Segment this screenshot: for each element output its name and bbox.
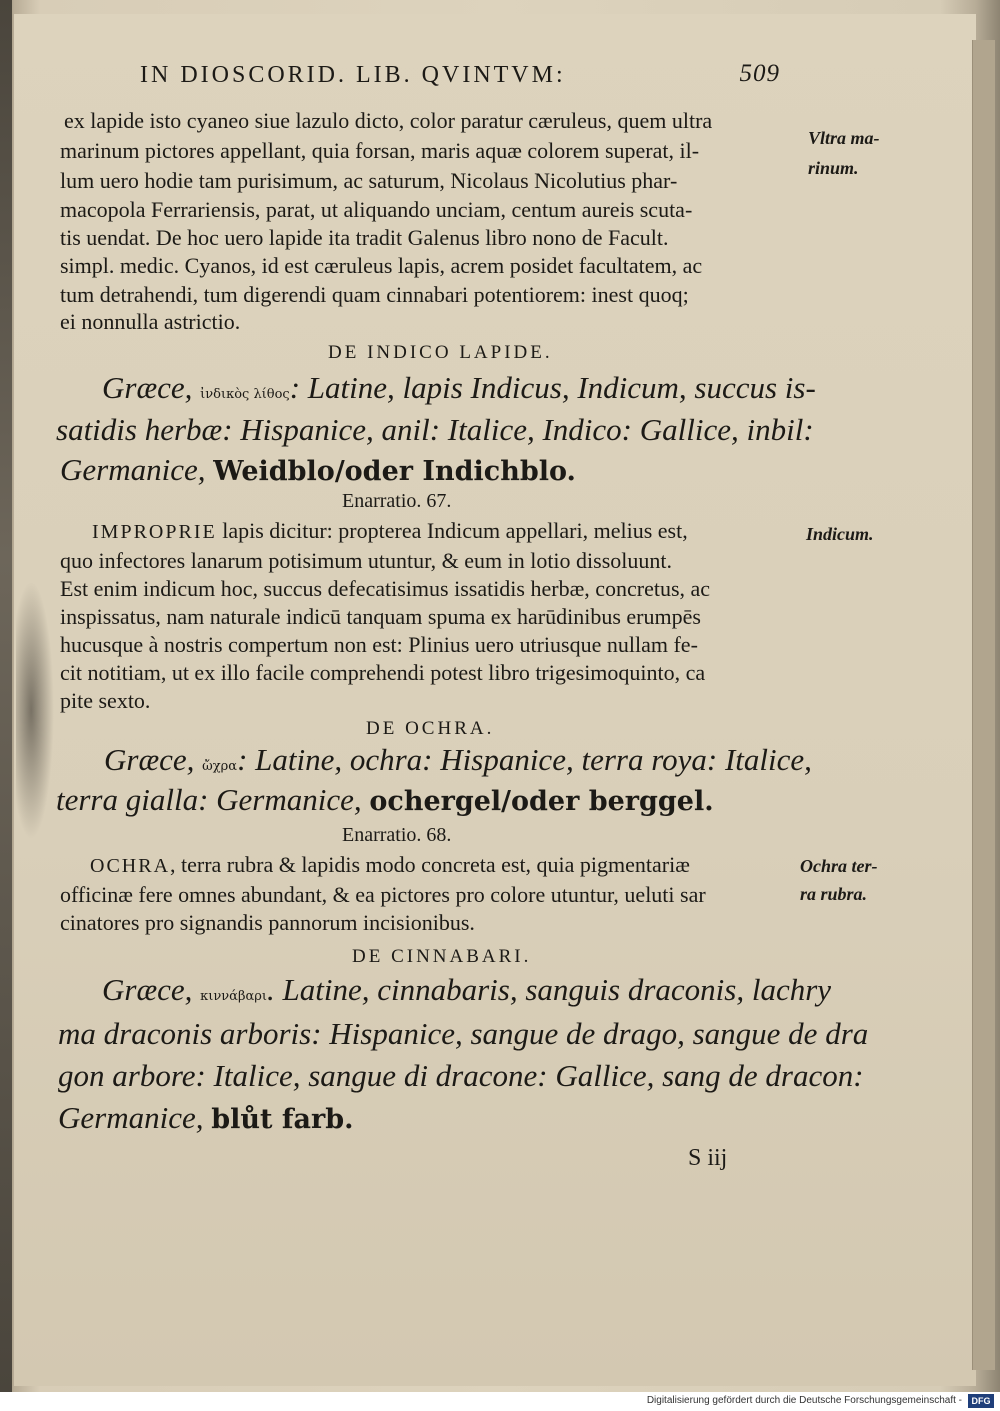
names-text: : Latine, ochra: Hispanice, terra roya: Italice, — [237, 742, 812, 777]
dfg-logo: DFG — [968, 1394, 994, 1408]
text-line: cit notitiam, ut ex illo facile comprehendi potest libro trigesimoquinto, ca — [60, 660, 706, 685]
running-header — [140, 62, 780, 89]
running-title: IN DIOSCORID. LIB. QVINTVM: — [140, 62, 566, 88]
text-line: Est enim indicum hoc, succus defecatisimus issatidis herbæ, concretus, ac — [60, 576, 711, 601]
margin-note: Ochra ter- — [800, 856, 878, 876]
enarratio-label: Enarratio. 67. — [342, 490, 452, 512]
text-line — [90, 852, 690, 878]
names-line: satidis herbæ: Hispanice, anil: Italice, Indico: Gallice, inbil: — [56, 412, 814, 447]
fraktur-name: Weidblo/oder Indichblo. — [213, 456, 576, 487]
lead-word: OCHRA — [90, 855, 171, 877]
text-line: pite sexto. — [60, 688, 151, 713]
name-label: Græce, — [102, 370, 193, 405]
margin-note: Vltra ma- — [808, 128, 880, 148]
names-text: terra gialla: Germanice, — [56, 782, 362, 817]
text-run: lapis dicitur: propterea Indicum appellari, melius est, — [216, 518, 688, 543]
text-line: quo infectores lanarum potisimum utuntur, & eum in lotio dissoluunt. — [60, 548, 673, 573]
names-line — [58, 1100, 354, 1136]
page-edge — [972, 40, 995, 1370]
name-label: Germanice, — [60, 452, 206, 487]
text-line: cinatores pro signandis pannorum incisionibus. — [60, 910, 475, 935]
margin-note: rinum. — [808, 158, 859, 178]
names-line — [102, 972, 831, 1008]
names-text: : Latine, lapis Indicus, Indicum, succus is- — [289, 370, 816, 405]
names-text: . Latine, cinnabaris, sanguis draconis, lachry — [267, 972, 832, 1007]
text-line: tis uendat. De hoc uero lapide ita tradit Galenus libro nono de Facult. — [60, 225, 669, 250]
names-line: gon arbore: Italice, sangue di dracone: Gallice, sang de dracon: — [58, 1058, 864, 1093]
digitization-footer — [0, 1392, 1000, 1411]
names-line: ma draconis arboris: Hispanice, sangue de drago, sangue de dra — [58, 1016, 869, 1051]
text-line: marinum pictores appellant, quia forsan, maris aquæ colorem superat, il- — [60, 138, 700, 163]
margin-note: Indicum. — [806, 524, 874, 544]
name-label: Germanice, — [58, 1100, 204, 1135]
signature-mark: S iij — [688, 1145, 728, 1171]
name-label: Græce, — [104, 742, 195, 777]
text-line: macopola Ferrariensis, parat, ut aliquando unciam, centum aureis scuta- — [60, 197, 693, 222]
names-line — [60, 452, 576, 488]
text-run: , terra rubra & lapidis modo concreta est, quia pigmentariæ — [170, 852, 690, 877]
text-line: ei nonnulla astrictio. — [60, 309, 241, 334]
text-line: hucusque à nostris compertum non est: Plinius uero utriusque nullam fe- — [60, 632, 698, 657]
text-line: lum uero hodie tam purisimum, ac saturum, Nicolaus Nicolutius phar- — [60, 168, 678, 193]
page-number: 509 — [739, 60, 780, 87]
enarratio-label: Enarratio. 68. — [342, 824, 452, 846]
greek-name: κιννάβαρι — [200, 989, 267, 1004]
binding-shadow — [0, 0, 12, 1392]
names-line — [56, 782, 714, 818]
section-heading: DE CINNABARI. — [352, 946, 532, 967]
text-line: officinæ fere omnes abundant, & ea pictores pro colore utuntur, ueluti sar — [60, 882, 706, 907]
section-heading: DE OCHRA. — [366, 718, 495, 739]
greek-name: ἰνδικὸς λίθος — [200, 387, 290, 402]
margin-note: ra rubra. — [800, 884, 868, 904]
fraktur-name: blůt farb. — [211, 1104, 354, 1135]
ink-stain — [16, 580, 54, 840]
lead-word: IMPROPRIE — [92, 521, 217, 543]
text-line — [92, 518, 688, 544]
greek-name: ὤχρα — [202, 759, 238, 774]
footer-credit: Digitalisierung gefördert durch die Deutsche Forschungsgemeinschaft - — [646, 1395, 962, 1406]
text-line: simpl. medic. Cyanos, id est cæruleus lapis, acrem posidet facultatem, ac — [60, 253, 703, 278]
names-line — [102, 370, 816, 406]
text-line: tum detrahendi, tum digerendi quam cinnabari potentiorem: inest quoq; — [60, 282, 689, 307]
text-line: ex lapide isto cyaneo siue lazulo dicto, color paratur cæruleus, quem ultra — [64, 108, 713, 133]
text-line: inspissatus, nam naturale indicū tanquam spuma ex harūdinibus erumpēs — [60, 604, 701, 629]
name-label: Græce, — [102, 972, 193, 1007]
section-heading: DE INDICO LAPIDE. — [328, 342, 553, 363]
fraktur-name: ochergel/oder berggel. — [369, 786, 714, 817]
names-line — [104, 742, 812, 778]
